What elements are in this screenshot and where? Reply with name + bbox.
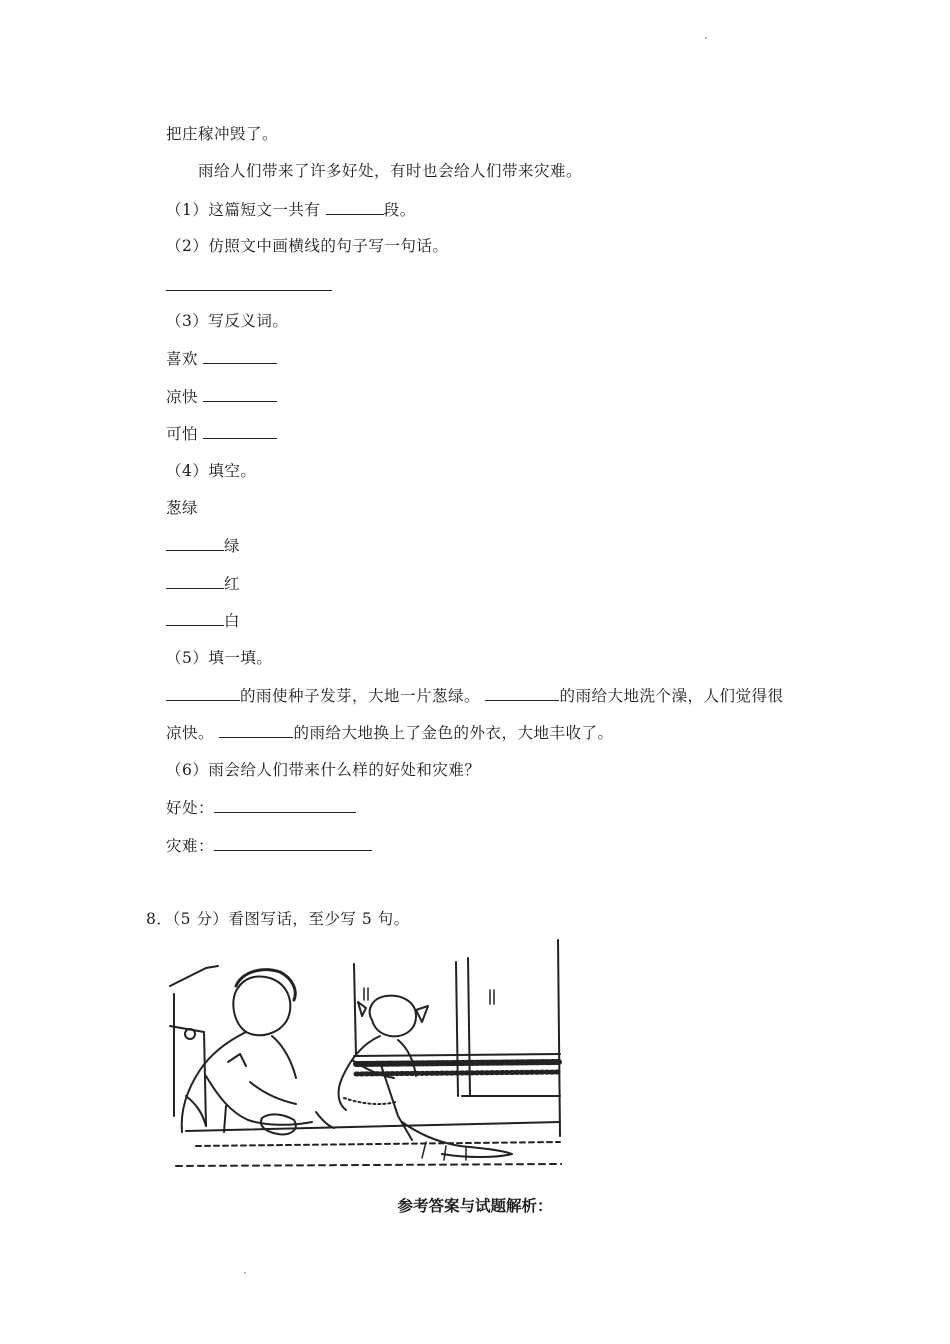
answer-blank-benefit[interactable] [214,796,356,813]
antonym-row [166,385,277,408]
answer-section-title: 参考答案与试题解析： [397,1196,553,1215]
color-row [166,572,240,595]
question-6: （6）雨会给人们带来什么样的好处和灾难？ [166,761,481,779]
question-5-text: 的雨使种子发芽，大地一片葱绿。 [240,687,486,705]
passage-line-2: 雨给人们带来了许多好处，有时也会给人们带来灾难。 [198,162,583,180]
benefit-row [166,796,356,819]
color-suffix: 红 [224,575,241,593]
passage-line-1: 把庄稼冲毁了。 [166,125,279,143]
question-1-suffix: 段。 [383,201,416,219]
disaster-label: 灾难： [166,837,215,855]
cleaning-illustration [166,936,562,1186]
answer-blank-color[interactable] [166,572,224,589]
answer-blank-color[interactable] [166,534,224,551]
answer-blank-paragraph-count[interactable] [326,198,384,215]
answer-blank-color[interactable] [166,609,224,626]
question-3: （3）写反义词。 [166,312,289,330]
antonym-word: 可怕 [166,425,204,443]
color-row [166,609,240,632]
answer-blank-antonym[interactable] [203,347,277,364]
question-4: （4）填空。 [166,462,257,480]
answer-blank-antonym[interactable] [203,422,277,439]
disaster-row [166,834,372,857]
question-5-text: 的雨给大地洗个澡，人们觉得很 [559,687,784,705]
color-suffix: 白 [224,612,241,630]
color-row [166,534,240,557]
question-2: （2）仿照文中画横线的句子写一句话。 [166,237,449,255]
benefit-label: 好处： [166,799,215,817]
answer-blank-antonym[interactable] [203,385,277,402]
question-1-text: （1）这篇短文一共有 [166,201,326,219]
answer-blank-disaster[interactable] [214,834,372,851]
scan-dot-top [705,37,707,39]
answer-blank-rain-type[interactable] [485,684,559,701]
answer-blank-rain-type[interactable] [219,721,293,738]
color-example: 葱绿 [166,499,199,517]
antonym-word: 凉快 [166,388,204,406]
question-5-sentence-2 [166,721,613,744]
antonym-row [166,422,277,445]
question-1 [166,198,416,221]
antonym-word: 喜欢 [166,350,204,368]
antonym-row [166,347,277,370]
answer-blank-rain-type[interactable] [166,684,240,701]
color-suffix: 绿 [224,537,241,555]
question-5-sentence-1 [166,684,783,707]
question-5-text: 的雨给大地换上了金色的外衣，大地丰收了。 [293,724,614,742]
question-8: 8．（5 分）看图写话，至少写 5 句。 [146,910,410,928]
answer-blank-sentence[interactable] [166,290,332,291]
question-5-text: 凉快。 [166,724,220,742]
scan-dot-bottom [244,1272,246,1274]
question-5: （5）填一填。 [166,649,273,667]
